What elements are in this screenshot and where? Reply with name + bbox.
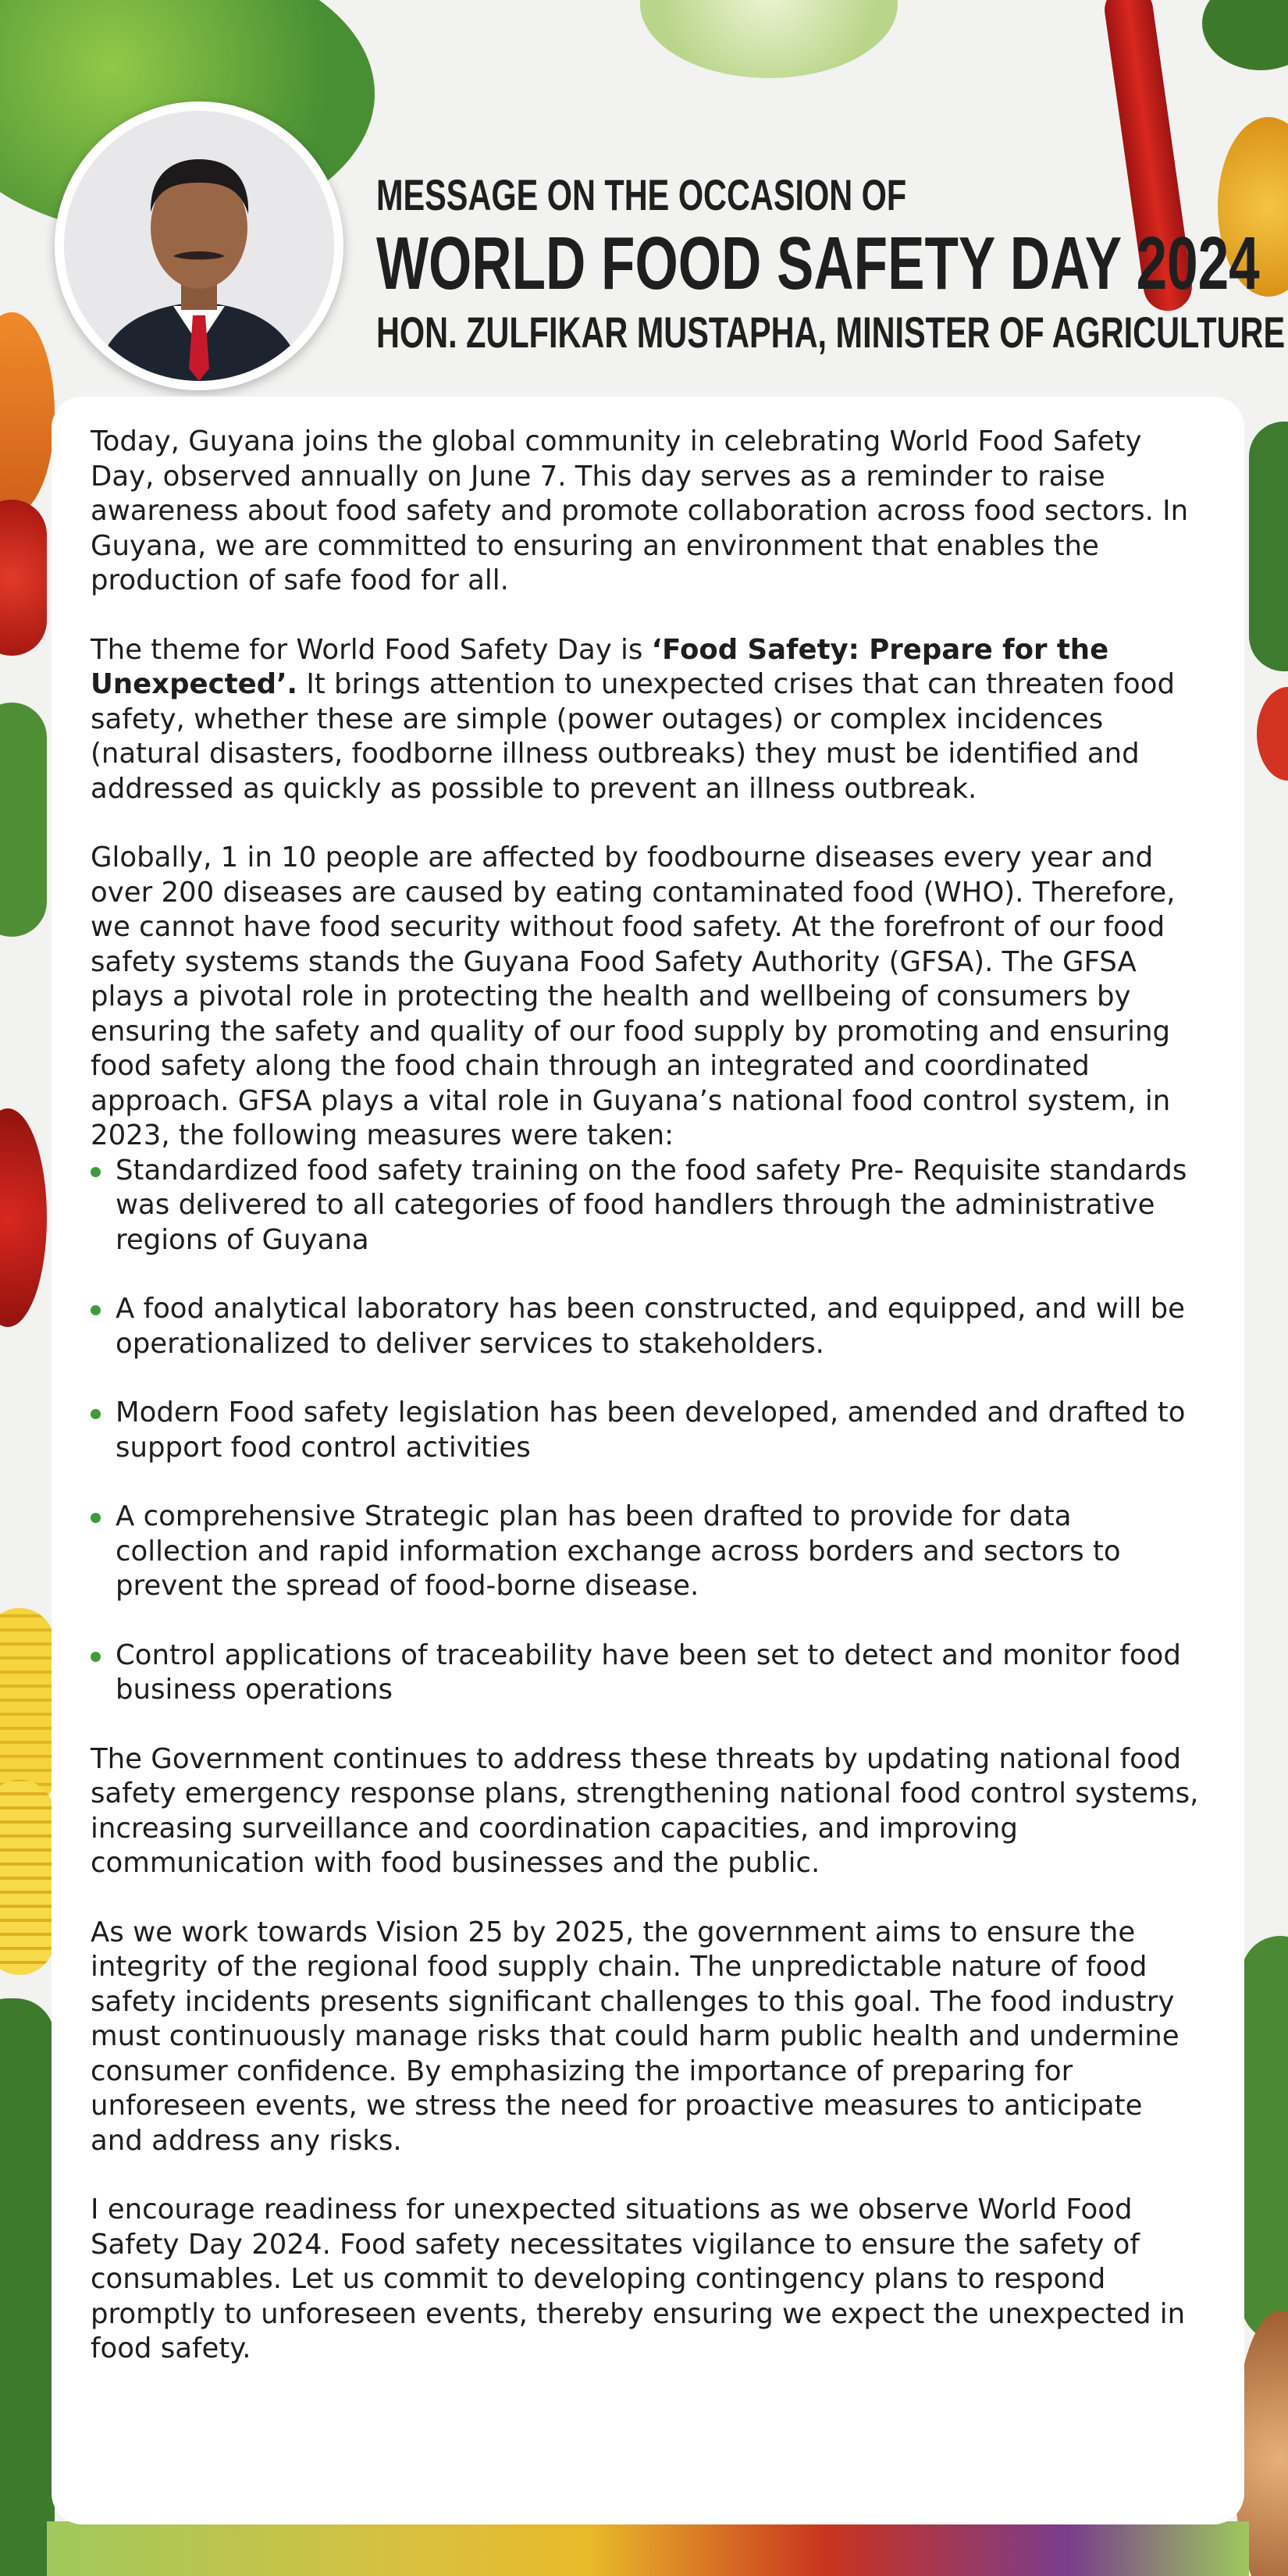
bullet-dot [91,1305,101,1315]
minister-name-line: HON. ZULFIKAR MUSTAPHA, MINISTER OF AGRICULTURE [376,308,1286,357]
herbs-right-bottom [1241,1936,1288,2342]
list-item [91,1638,1201,1708]
list-item [91,1154,1201,1258]
paragraph-vision: As we work towards Vision 25 by 2025, the government aims to ensure the integrity of the regional food supply chain. The unpredictable nature of food safety incidents presents significant challenges to this goal. The food industry must continuously manage risks that could harm public health and undermine consumer confidence. By emphasizing the importance of preparing for unforeseen events, we stress the need for proactive measures to anticipate and address any risks. [91,1916,1179,2157]
minister-photo [64,111,334,381]
bullet-dot [91,1167,101,1177]
message-occasion-line: MESSAGE ON THE OCCASION OF [376,170,907,219]
minister-portrait [55,101,343,390]
message-card [52,397,1244,2524]
theme-title: ‘Food Safety: Prepare for the Unexpected’. [91,633,1109,700]
cherry-tomatoes [0,500,47,656]
paragraph-government: The Government continues to address these threats by updating national food safety emergency response plans, strengthening national food control systems, increasing surveillance and coordination capacities, and improving communication with food businesses and the public. [91,1742,1199,1879]
list-item-text: Standardized food safety training on the food safety Pre- Requisite standards was delivered to all categories of food handlers through the administrative regions of Guyana [116,1154,1187,1256]
list-item-text: Control applications of traceability have been set to detect and monitor food business operations [116,1638,1181,1706]
paragraph-theme [91,633,1201,807]
list-item-text: A comprehensive Strategic plan has been drafted to provide for data collection and rapid information exchange across borders and sectors to prevent the spread of food-borne disease. [116,1500,1121,1602]
list-item-text: A food analytical laboratory has been constructed, and equipped, and will be operationalized to deliver services to stakeholders. [116,1293,1185,1360]
bullet-dot [91,1409,101,1419]
theme-lead-text: The theme for World Food Safety Day is [91,633,652,666]
vegetables-bottom-strip [47,2521,1249,2576]
page-title: WORLD FOOD SAFETY DAY 2024 [376,222,1260,305]
tomato-right [1257,687,1288,781]
bullet-dot [91,1652,101,1662]
header-titles [376,170,1286,358]
bullet-dot [91,1513,101,1523]
measures-list [91,1154,1201,1708]
red-pepper-left [0,1108,47,1327]
paragraph-intro: Today, Guyana joins the global community in celebrating World Food Safety Day, observed annually on June 7. This day serves as a reminder to raise awareness about food safety and promote collaboration across food sectors. In Guyana, we are committed to ensuring an environment that enables the production of safe food for all. [91,425,1189,596]
list-item [91,1396,1201,1465]
header [0,0,1288,390]
corn-cob-lower [0,1780,55,1975]
green-leaves-left [0,703,47,937]
list-item [91,1292,1201,1361]
herb-leaves-right [1249,422,1288,671]
herbs-left-bottom [0,1998,55,2576]
list-item [91,1500,1201,1604]
paragraph-gfsa: Globally, 1 in 10 people are affected by foodbourne diseases every year and over 200 diseases are caused by eating contaminated food (WHO). Therefore, we cannot have food security without food safety. At the forefront of our food safety systems stands the Guyana Food Safety Authority (GFSA). The GFSA plays a pivotal role in protecting the health and wellbeing of consumers by ensuring the safety and quality of our food supply by promoting and ensuring food safety along the food chain through an integrated and coordinated approach. GFSA plays a vital role in Guyana’s national food control system, in 2023, the following measures were taken: [91,841,1176,1151]
theme-rest-text: It brings attention to unexpected crises that can threaten food safety, whether these are simple (power outages) or complex incidences (natural disasters, foodborne illness outbreaks) they must be identified and addressed as quickly as possible to prevent an illness outbreak. [91,668,1176,805]
paragraph-closing: I encourage readiness for unexpected situations as we observe World Food Safety Day 2024. Food safety necessitates vigilance to ensure the safety of consumables. Let us commit to developing contingency plans to respond promptly to unforeseen events, thereby ensuring we expect the unexpected in food safety. [91,2194,1186,2364]
list-item-text: Modern Food safety legislation has been developed, amended and drafted to support food control activities [116,1397,1186,1464]
